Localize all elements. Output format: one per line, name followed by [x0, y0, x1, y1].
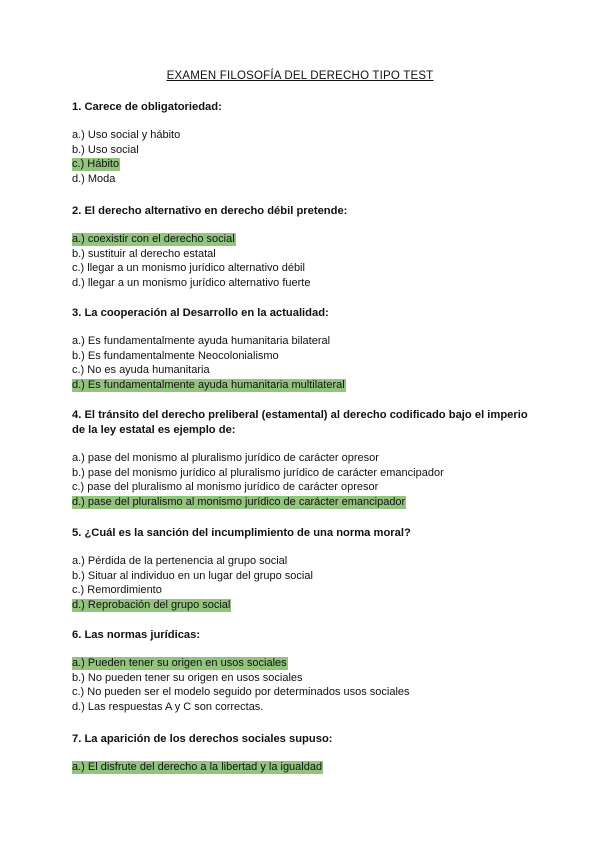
- answer-option: a.) pase del monismo al pluralismo jurídico de carácter opresor: [72, 452, 379, 464]
- question-block: [72, 526, 532, 612]
- question-title: 6. Las normas jurídicas:: [72, 629, 201, 641]
- answer-option: d.) Moda: [72, 172, 116, 185]
- document-title: EXAMEN FILOSOFÍA DEL DERECHO TIPO TEST: [166, 70, 434, 82]
- question-block: [72, 100, 532, 186]
- question-title: 3. La cooperación al Desarrollo en la actualidad:: [72, 307, 329, 319]
- question-title: 7. La aparición de los derechos sociales supuso:: [72, 733, 333, 745]
- answer-option: b.) No pueden tener su origen en usos sociales: [72, 671, 303, 684]
- answer-option-correct: a.) Pueden tener su origen en usos sociales: [72, 657, 287, 669]
- answer-option-correct: d.) pase del pluralismo al monismo jurídico de carácter emancipador: [72, 495, 406, 508]
- answer-option: a.) Uso social y hábito: [72, 129, 181, 141]
- answer-option: a.) Es fundamentalmente ayuda humanitaria bilateral: [72, 335, 331, 347]
- answer-option-correct: d.) Es fundamentalmente ayuda humanitaria multilateral: [72, 378, 345, 391]
- question-block: [72, 628, 532, 714]
- answer-option-correct: a.) El disfrute del derecho a la libertad y la igualdad: [72, 761, 323, 773]
- answer-option-correct: c.) Hábito: [72, 158, 120, 171]
- answer-option: d.) llegar a un monismo jurídico alternativo fuerte: [72, 276, 311, 289]
- question-block: [72, 306, 532, 392]
- question-block: [72, 732, 532, 775]
- answer-option: c.) llegar a un monismo jurídico alternativo débil: [72, 262, 305, 275]
- question-block: [72, 204, 532, 290]
- answer-option: c.) Remordimiento: [72, 584, 162, 597]
- answer-option-correct: a.) coexistir con el derecho social: [72, 233, 235, 245]
- question-title: 5. ¿Cuál es la sanción del incumplimiento de una norma moral?: [72, 527, 411, 539]
- answer-option: c.) pase del pluralismo al monismo jurídico de carácter opresor: [72, 481, 379, 494]
- answer-option-correct: d.) Reprobación del grupo social: [72, 598, 231, 611]
- answer-option: a.) Pérdida de la pertenencia al grupo social: [72, 555, 288, 567]
- answer-option: c.) No es ayuda humanitaria: [72, 364, 210, 377]
- answer-option: b.) Situar al individuo en un lugar del grupo social: [72, 569, 313, 582]
- answer-option: b.) Es fundamentalmente Neocolonialismo: [72, 349, 279, 362]
- answer-option: b.) sustituir al derecho estatal: [72, 247, 216, 260]
- question-title: 1. Carece de obligatoriedad:: [72, 101, 222, 113]
- answer-option: b.) pase del monismo jurídico al pluralismo jurídico de carácter emancipador: [72, 466, 444, 479]
- answer-option: d.) Las respuestas A y C son correctas.: [72, 700, 264, 713]
- question-title: 4. El tránsito del derecho preliberal (estamental) al derecho codificado bajo el imperio de la ley estatal es ejemplo de:: [72, 409, 528, 436]
- answer-option: c.) No pueden ser el modelo seguido por determinados usos sociales: [72, 686, 410, 699]
- question-block: [72, 408, 532, 509]
- question-title: 2. El derecho alternativo en derecho débil pretende:: [72, 205, 348, 217]
- answer-option: b.) Uso social: [72, 143, 139, 156]
